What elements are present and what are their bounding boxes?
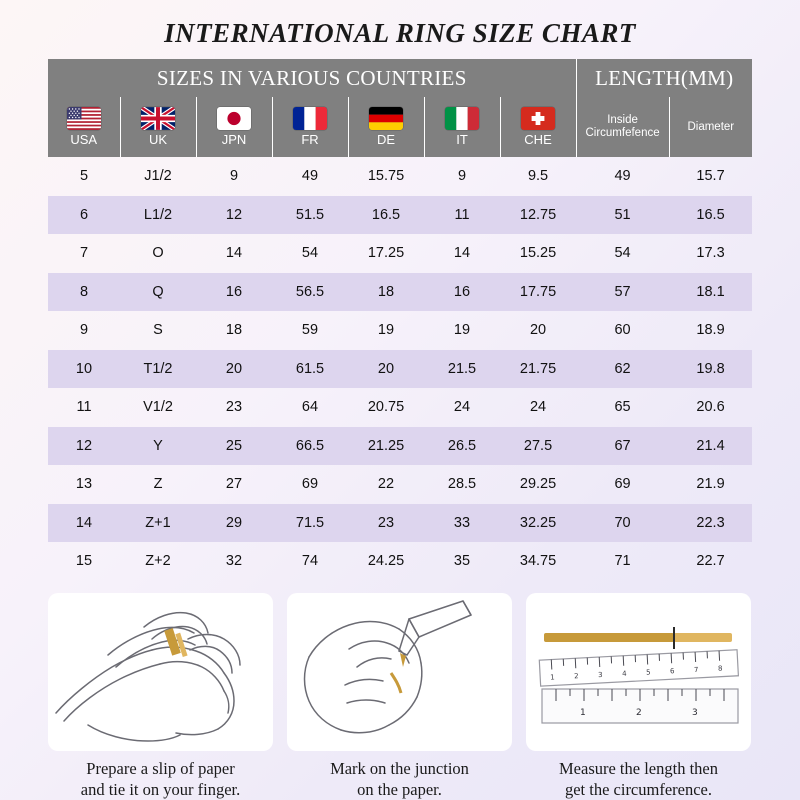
instruction-step-3: [526, 593, 751, 800]
cell-de: 17.25: [367, 245, 405, 262]
svg-text:3: 3: [692, 707, 698, 718]
cell-de: 24.25: [367, 553, 405, 570]
svg-text:4: 4: [621, 669, 627, 678]
flag-japan-icon: [217, 107, 251, 130]
cell-jpn: 14: [225, 245, 243, 262]
inside-circumference-line1: Inside: [607, 114, 638, 126]
cell-uk: S: [153, 322, 163, 339]
cell-usa: 8: [48, 273, 120, 312]
column-header-uk-label: UK: [148, 132, 168, 147]
diameter-label: Diameter: [687, 120, 735, 133]
cell-fr: 59: [301, 322, 319, 339]
cell-it: 14: [453, 245, 471, 262]
table-row: [48, 157, 752, 196]
cell-fr: 54: [301, 245, 319, 262]
cell-diameter: 22.3: [669, 504, 752, 543]
cell-inside-circumference: 70: [576, 504, 669, 543]
cell-de: 21.25: [348, 427, 424, 466]
cell-inside-circumference: 51: [576, 196, 669, 235]
flag-uk-icon: [141, 107, 175, 130]
cell-uk: V1/2: [143, 399, 173, 416]
caption-line-1: Prepare a slip of paper: [86, 758, 235, 778]
svg-text:3: 3: [597, 670, 603, 679]
instruction-panels: [48, 593, 752, 800]
page-title: INTERNATIONAL RING SIZE CHART: [164, 18, 636, 48]
cell-jpn: 16: [196, 273, 272, 312]
cell-inside-circumference: 54: [614, 245, 631, 262]
cell-jpn: 32: [225, 553, 243, 570]
cell-jpn: 25: [196, 427, 272, 466]
group-header-countries: SIZES IN VARIOUS COUNTRIES: [48, 59, 576, 97]
cell-de: 20: [348, 350, 424, 389]
svg-text:7: 7: [693, 665, 699, 674]
column-header-de-label: DE: [376, 132, 396, 147]
cell-che: 34.75: [519, 553, 557, 570]
cell-che: 12.75: [500, 196, 576, 235]
column-header-fr: [272, 97, 348, 157]
cell-it: 21.5: [424, 350, 500, 389]
table-row: [48, 465, 752, 504]
cell-diameter: 21.9: [696, 476, 725, 493]
cell-diameter: 18.9: [696, 322, 725, 339]
cell-inside-circumference: 71: [614, 553, 631, 570]
column-header-fr-label: FR: [301, 132, 319, 147]
instruction-step-2-caption: [330, 758, 469, 800]
cell-uk: Z+2: [145, 553, 171, 570]
cell-diameter: 21.4: [669, 427, 752, 466]
column-header-diameter: [669, 97, 752, 157]
flag-germany-icon: [369, 107, 403, 130]
cell-inside-circumference: 49: [614, 168, 631, 185]
cell-diameter: 20.6: [696, 399, 725, 416]
table-column-header-row: [48, 97, 752, 157]
cell-usa: 11: [76, 399, 92, 416]
column-header-it-label: IT: [456, 132, 468, 147]
cell-de: 18: [348, 273, 424, 312]
caption-line-2: on the paper.: [357, 779, 442, 799]
hand-marking-paper-with-pen-illustration: [287, 593, 512, 751]
cell-che: 32.25: [500, 504, 576, 543]
cell-inside-circumference: 69: [614, 476, 631, 493]
cell-che: 27.5: [500, 427, 576, 466]
column-header-usa-label: USA: [70, 132, 98, 147]
cell-it: 35: [453, 553, 471, 570]
cell-jpn: 23: [225, 399, 243, 416]
instruction-step-1: [48, 593, 273, 800]
cell-de: 23: [348, 504, 424, 543]
column-header-de: [348, 97, 424, 157]
cell-fr: 66.5: [272, 427, 348, 466]
flag-france-icon: [293, 107, 327, 130]
cell-it: 11: [424, 196, 500, 235]
cell-it: 16: [424, 273, 500, 312]
cell-inside-circumference: 65: [614, 399, 631, 416]
cell-it: 9: [457, 168, 467, 185]
cell-de: 20.75: [367, 399, 405, 416]
cell-jpn: 9: [229, 168, 239, 185]
column-header-jpn: [196, 97, 272, 157]
cell-fr: 56.5: [272, 273, 348, 312]
flag-usa-icon: [67, 107, 101, 130]
cell-usa: 9: [79, 322, 89, 339]
cell-diameter: 17.3: [696, 245, 725, 262]
table-row: [48, 427, 752, 466]
cell-diameter: 16.5: [669, 196, 752, 235]
column-header-uk: [120, 97, 196, 157]
cell-fr: 69: [301, 476, 319, 493]
cell-uk: O: [152, 245, 164, 262]
group-header-length: LENGTH(MM): [576, 59, 752, 97]
cell-fr: 61.5: [272, 350, 348, 389]
cell-diameter: 19.8: [669, 350, 752, 389]
column-header-inside-circumference: [576, 97, 669, 157]
caption-line-1: Measure the length then: [559, 758, 718, 778]
table-row: [48, 311, 752, 350]
table-row: [48, 388, 752, 427]
instruction-step-2: [287, 593, 512, 800]
cell-fr: 49: [301, 168, 319, 185]
flag-italy-icon: [445, 107, 479, 130]
table-group-header-row: [48, 59, 752, 97]
caption-line-2: and tie it on your finger.: [80, 779, 241, 799]
table-row: [48, 542, 752, 581]
cell-uk: Y: [120, 427, 196, 466]
table-row: [48, 350, 752, 389]
cell-jpn: 27: [225, 476, 243, 493]
cell-che: 9.5: [527, 168, 549, 185]
flag-switzerland-icon: [521, 107, 555, 130]
cell-che: 24: [529, 399, 547, 416]
column-header-it: [424, 97, 500, 157]
svg-text:2: 2: [636, 707, 642, 718]
table-row: [48, 273, 752, 312]
cell-usa: 13: [75, 476, 93, 493]
hand-with-paper-strip-illustration: [48, 593, 273, 751]
cell-de: 15.75: [367, 168, 405, 185]
cell-diameter: 18.1: [669, 273, 752, 312]
svg-text:1: 1: [580, 707, 586, 718]
ruler-measuring-paper-strip-illustration: [526, 593, 751, 751]
cell-it: 33: [424, 504, 500, 543]
table-body: [48, 157, 752, 581]
cell-inside-circumference: 67: [576, 427, 669, 466]
cell-che: 29.25: [519, 476, 557, 493]
cell-diameter: 15.7: [696, 168, 725, 185]
cell-che: 20: [529, 322, 547, 339]
cell-usa: 5: [79, 168, 89, 185]
column-header-che: [500, 97, 576, 157]
cell-it: 28.5: [447, 476, 477, 493]
cell-che: 17.75: [500, 273, 576, 312]
cell-jpn: 29: [196, 504, 272, 543]
table-row: [48, 504, 752, 543]
cell-de: 22: [377, 476, 395, 493]
cell-uk: Q: [120, 273, 196, 312]
cell-che: 15.25: [519, 245, 557, 262]
cell-fr: 74: [301, 553, 319, 570]
column-header-usa: [48, 97, 120, 157]
column-header-jpn-label: JPN: [221, 132, 247, 147]
cell-usa: 7: [79, 245, 89, 262]
cell-de: 16.5: [348, 196, 424, 235]
cell-jpn: 12: [196, 196, 272, 235]
svg-text:6: 6: [669, 666, 675, 675]
table-row: [48, 234, 752, 273]
cell-uk: T1/2: [120, 350, 196, 389]
svg-text:2: 2: [573, 671, 579, 680]
cell-che: 21.75: [500, 350, 576, 389]
cell-usa: 6: [48, 196, 120, 235]
cell-it: 24: [453, 399, 471, 416]
cell-uk: Z+1: [120, 504, 196, 543]
svg-text:8: 8: [717, 664, 723, 673]
cell-it: 19: [453, 322, 471, 339]
instruction-step-3-caption: [559, 758, 718, 800]
cell-usa: 12: [48, 427, 120, 466]
ring-size-table: [48, 59, 752, 581]
cell-it: 26.5: [424, 427, 500, 466]
cell-fr: 64: [301, 399, 319, 416]
cell-jpn: 20: [196, 350, 272, 389]
cell-inside-circumference: 57: [576, 273, 669, 312]
cell-uk: Z: [153, 476, 163, 493]
cell-fr: 51.5: [272, 196, 348, 235]
cell-usa: 14: [48, 504, 120, 543]
caption-line-2: get the circumference.: [564, 779, 713, 799]
caption-line-1: Mark on the junction: [330, 758, 469, 778]
svg-text:5: 5: [645, 667, 651, 677]
table-row: [48, 196, 752, 235]
cell-de: 19: [377, 322, 395, 339]
cell-usa: 15: [75, 553, 93, 570]
svg-text:1: 1: [550, 672, 555, 682]
instruction-step-1-caption: [81, 758, 240, 800]
inside-circumference-line2: Circumfefence: [585, 127, 660, 139]
cell-jpn: 18: [225, 322, 243, 339]
cell-fr: 71.5: [272, 504, 348, 543]
cell-inside-circumference: 60: [614, 322, 631, 339]
column-header-che-label: CHE: [524, 132, 552, 147]
cell-usa: 10: [48, 350, 120, 389]
cell-uk: L1/2: [120, 196, 196, 235]
cell-uk: J1/2: [144, 168, 172, 185]
cell-inside-circumference: 62: [576, 350, 669, 389]
cell-diameter: 22.7: [696, 553, 725, 570]
